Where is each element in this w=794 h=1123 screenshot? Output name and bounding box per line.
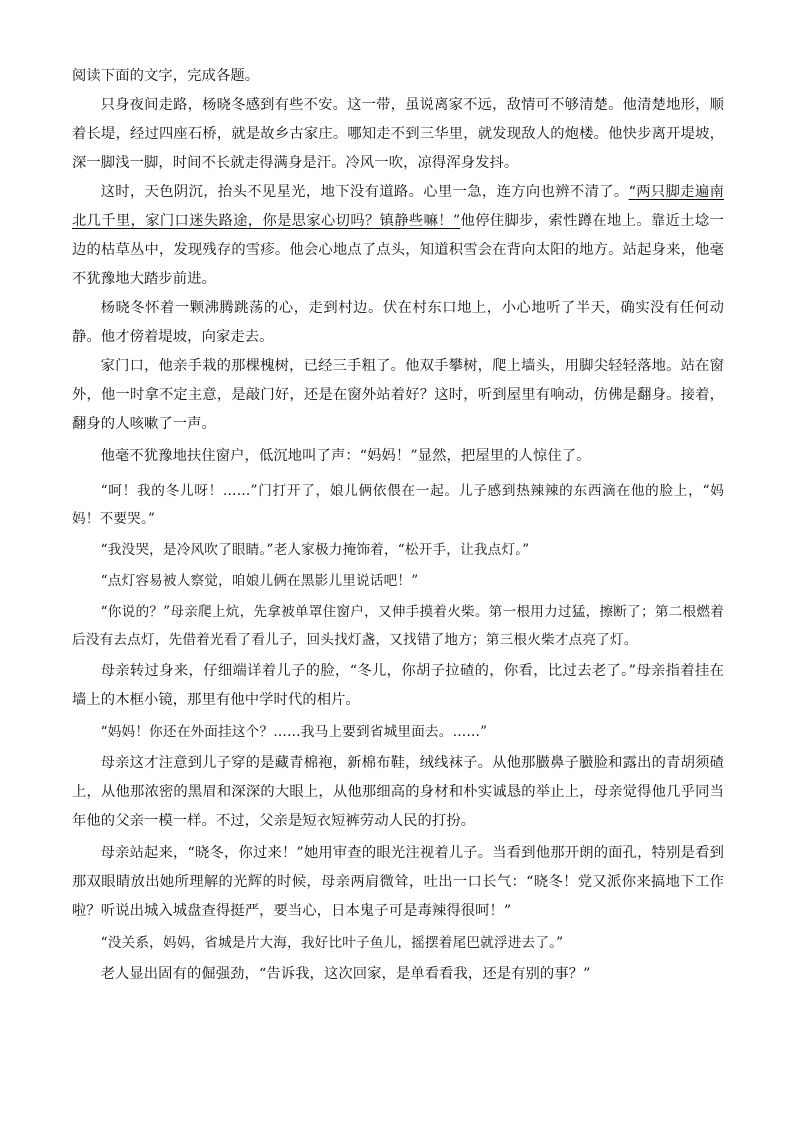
paragraph-15: 老人显出固有的倔强劲，“告诉我，这次回家，是单看看我，还是有别的事？” bbox=[100, 966, 591, 982]
paragraph-2-before: 这时，天色阴沉，抬头不见星光，地下没有道路。心里一急，连方向也辨不清了。 bbox=[100, 184, 629, 200]
paragraph-14: “没关系，妈妈，省城是片大海，我好比叶子鱼儿，摇摆着尾巴就浮进去了。” bbox=[100, 935, 564, 951]
underlined-sentence: “两只脚走遍南北几千里，家门口迷失路途，你是思家心切吗？镇静些嘛！” bbox=[72, 184, 724, 229]
document-page bbox=[72, 62, 724, 989]
paragraph-2-after: 他停住脚步，索性蹲在地上。靠近土埝一边的枯草丛中，发现残存的雪疹。他会心地点了点头，知道积雪会在背向太阳的地方。站起身来，他毫不犹豫地大踏步前进。 bbox=[72, 213, 724, 287]
paragraph-8: “点灯容易被人察觉，咱娘儿俩在黑影儿里说话吧！” bbox=[100, 573, 419, 589]
paragraph-13: 母亲站起来，“晓冬，你过来！”她用审查的眼光注视着儿子。当看到他那开朗的面孔，特别是看到那双眼睛放出她所理解的光辉的时候，母亲两肩微耸，吐出一口长气：“晓冬！党又派你来搞地下工作啦？听说出城入城盘查得挺严，要当心，日本鬼子可是毒辣得很呵！” bbox=[72, 845, 724, 919]
paragraph-9: “你说的？”母亲爬上炕，先拿被单罩住窗户，又伸手摸着火柴。第一根用力过猛，擦断了；第二根燃着后没有去点灯，先借着光看了看儿子，回头找灯盏，又找错了地方；第三根火柴才点亮了灯。 bbox=[72, 604, 724, 648]
paragraph-6: “呵！我的冬儿呀！……”门打开了，娘儿俩依偎在一起。儿子感到热辣辣的东西滴在他的脸上，“妈妈！不要哭。” bbox=[72, 483, 724, 527]
paragraph-2 bbox=[72, 178, 724, 294]
instruction-text: 阅读下面的文字，完成各题。 bbox=[72, 68, 260, 84]
paragraph-4: 家门口，他亲手栽的那棵槐树，已经三手粗了。他双手攀树，爬上墙头，用脚尖轻轻落地。站在窗外，他一时拿不定主意，是敲门好，还是在窗外站着好？这时，听到屋里有响动，仿佛是翻身。接着，翻身的人咳嗽了一声。 bbox=[72, 358, 724, 432]
paragraph-12: 母亲这才注意到儿子穿的是藏青棉袍，新棉布鞋，绒线袜子。从他那臌鼻子臌脸和露出的青胡须碴上，从他那浓密的黑眉和深深的大眼上，从他那细高的身材和朴实诚恳的举止上，母亲觉得他几乎同当年他的父亲一模一样。不过，父亲是短衣短裤劳动人民的打扮。 bbox=[72, 755, 724, 829]
paragraph-3: 杨晓冬怀着一颗沸腾跳荡的心，走到村边。伏在村东口地上，小心地听了半天，确实没有任何动静。他才傍着堤坡，向家走去。 bbox=[72, 300, 724, 345]
paragraph-11: “妈妈！你还在外面挂这个？……我马上要到省城里面去。……” bbox=[100, 724, 488, 740]
paragraph-7: “我没哭，是冷风吹了眼睛。”老人家极力掩饰着，“松开手，让我点灯。” bbox=[100, 542, 530, 558]
paragraph-5: 他毫不犹豫地扶住窗户，低沉地叫了声：“妈妈！”显然，把屋里的人惊住了。 bbox=[100, 448, 591, 464]
paragraph-10: 母亲转过身来，仔细端详着儿子的脸，“冬儿，你胡子拉碴的，你看，比过去老了。”母亲指着挂在墙上的木框小镜，那里有他中学时代的相片。 bbox=[72, 663, 724, 708]
paragraph-1: 只身夜间走路，杨晓冬感到有些不安。这一带，虽说离家不远，敌情可不够清楚。他清楚地形，顺着长堤，经过四座石桥，就是故乡古家庄。哪知走不到三华里，就发现敌人的炮楼。他快步离开堤坡，深一脚浅一脚，时间不长就走得满身是汗。冷风一吹，凉得浑身发抖。 bbox=[72, 97, 724, 171]
